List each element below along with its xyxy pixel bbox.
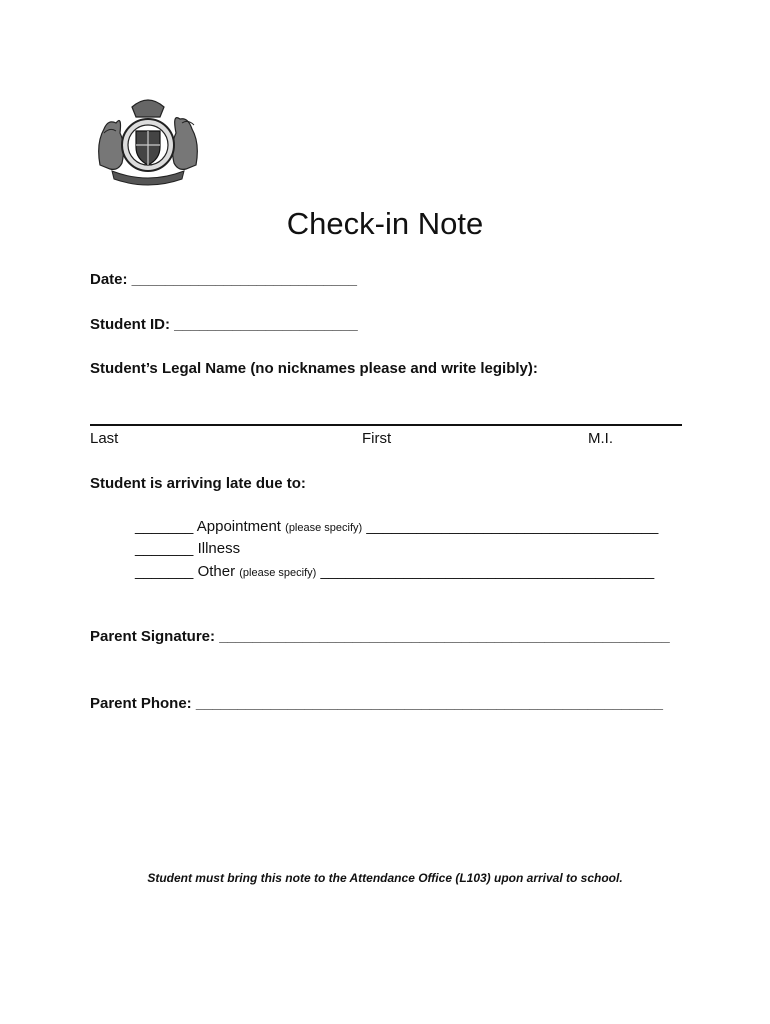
last-name-label: Last [90, 430, 119, 447]
option-illness[interactable] [135, 540, 240, 557]
middle-initial-label: M.I. [588, 430, 613, 447]
legal-name-label: Student’s Legal Name (no nicknames please and write legibly): [90, 360, 538, 377]
option-appointment[interactable] [135, 518, 658, 535]
student-id-field[interactable]: Student ID: ______________________ [90, 316, 358, 333]
late-reason-heading: Student is arriving late due to: [90, 475, 306, 492]
option-other[interactable] [135, 563, 654, 580]
option-blank[interactable]: _______ [135, 563, 194, 580]
option-note: (please specify) [285, 522, 363, 534]
option-blank[interactable]: _______ [135, 518, 194, 535]
option-label: Other [197, 563, 236, 580]
date-field[interactable]: Date: ___________________________ [90, 271, 357, 288]
option-blank[interactable]: _______ [135, 540, 194, 557]
school-crest-icon [90, 93, 206, 189]
option-specify-line[interactable]: ___________________________________ [366, 518, 659, 535]
legal-name-line[interactable] [90, 424, 682, 426]
option-specify-line[interactable]: ________________________________________ [320, 563, 655, 580]
page-title: Check-in Note [286, 206, 484, 241]
parent-signature-field[interactable]: Parent Signature: ______________________________________________________ [90, 628, 670, 645]
option-note: (please specify) [239, 567, 317, 579]
footer-instruction: Student must bring this note to the Attendance Office (L103) upon arrival to school. [147, 871, 623, 885]
first-name-label: First [362, 430, 392, 447]
option-label: Illness [197, 540, 241, 557]
option-label: Appointment [196, 518, 281, 535]
parent-phone-field[interactable]: Parent Phone: ________________________________________________________ [90, 695, 664, 712]
